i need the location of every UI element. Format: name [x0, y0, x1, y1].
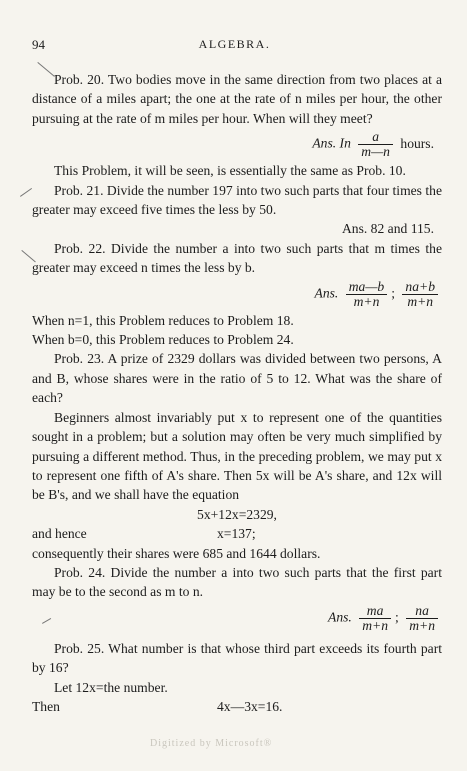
- answer-fraction-1: [346, 280, 388, 309]
- answer-20: [32, 130, 442, 159]
- note-20: This Problem, it will be seen, is essentially the same as Prob. 10.: [54, 163, 406, 179]
- equation-2-line: [32, 524, 442, 543]
- problem-24: Prob. 24. Divide the number a into two such parts that the first part may be to the second as m to n.: [32, 564, 442, 600]
- answer-24: Ans. $\frac{ma}{m+n}$ ; $\frac{na}{m+n}$: [32, 604, 442, 633]
- answer-fraction-2: [402, 280, 438, 309]
- answer-22: Ans. $\frac{ma—b}{m+n}$ ; $\frac{na+b}{m+n}$: [32, 280, 442, 309]
- problem-23: Prob. 23. A prize of 2329 dollars was divided between two persons, A and B, whose shares were in the ratio of 5 to 12. What was the share of each?: [32, 351, 442, 406]
- answer-fraction: [358, 130, 393, 159]
- equation-3-line: [32, 697, 442, 716]
- let-line: Let 12x=the number.: [54, 679, 168, 695]
- answer-unit: hours.: [400, 135, 434, 151]
- running-header: [32, 37, 437, 55]
- answer-label: Ans.: [314, 285, 339, 301]
- fraction-denominator: m—n: [358, 144, 393, 159]
- fraction-numerator: na: [415, 602, 429, 618]
- answer-fraction-1: [359, 604, 391, 633]
- watermark: Digitized by Microsoft®: [150, 738, 273, 749]
- fraction-numerator: ma: [366, 602, 384, 618]
- when-line-1: When n=1, this Problem reduces to Problem 18.: [32, 312, 294, 328]
- equation-1: 5x+12x=2329,: [197, 506, 277, 522]
- fraction-numerator: a: [372, 129, 380, 145]
- answer-label: Ans.: [328, 609, 352, 625]
- when-line-2: When b=0, this Problem reduces to Problem 24.: [32, 332, 294, 348]
- pencil-mark: [20, 188, 32, 197]
- equation-2: x=137;: [217, 526, 256, 542]
- fraction-denominator: m+n: [346, 294, 388, 309]
- problem-21: Prob. 21. Divide the number 197 into two such parts that four times the greater may exceed five times the less by 50.: [32, 182, 442, 218]
- equation-3: 4x—3x=16.: [217, 698, 283, 714]
- answer-21: [32, 219, 442, 238]
- running-title: ALGEBRA.: [198, 37, 271, 51]
- then-label: Then: [32, 698, 60, 714]
- answer-fraction-2: [406, 604, 438, 633]
- fraction-denominator: m+n: [359, 618, 391, 633]
- fraction-denominator: m+n: [402, 294, 438, 309]
- problem-22: Prob. 22. Divide the number a into two such parts that m times the greater may exceed n times the less by b.: [32, 240, 442, 276]
- page-body: [32, 70, 442, 716]
- fraction-numerator: na+b: [405, 278, 435, 294]
- problem-25: Prob. 25. What number is that whose third part exceeds its fourth part by 16?: [32, 640, 442, 676]
- beginners-paragraph: Beginners almost invariably put x to represent one of the quantities sought in a problem; but a solution may often be very much simplified by pursuing a different method. Thus, in the preceding problem, we may put x to represent one fifth of A's share. Then 5x will be A's share, and 12x will be B's, and we shall have the equation: [32, 409, 442, 503]
- answer-text: Ans. 82 and 115.: [341, 221, 434, 237]
- fraction-numerator: ma—b: [348, 278, 385, 294]
- hence-label: and hence: [32, 526, 87, 542]
- page-number: 94: [32, 37, 45, 52]
- answer-label: Ans. In: [312, 135, 351, 151]
- consequently-line: consequently their shares were 685 and 1644 dollars.: [32, 545, 321, 561]
- fraction-denominator: m+n: [406, 618, 438, 633]
- problem-20: Prob. 20. Two bodies move in the same direction from two places at a distance of a miles apart; the one at the rate of n miles per hour, the other pursuing at the rate of m miles per hour. When will they meet?: [32, 72, 442, 126]
